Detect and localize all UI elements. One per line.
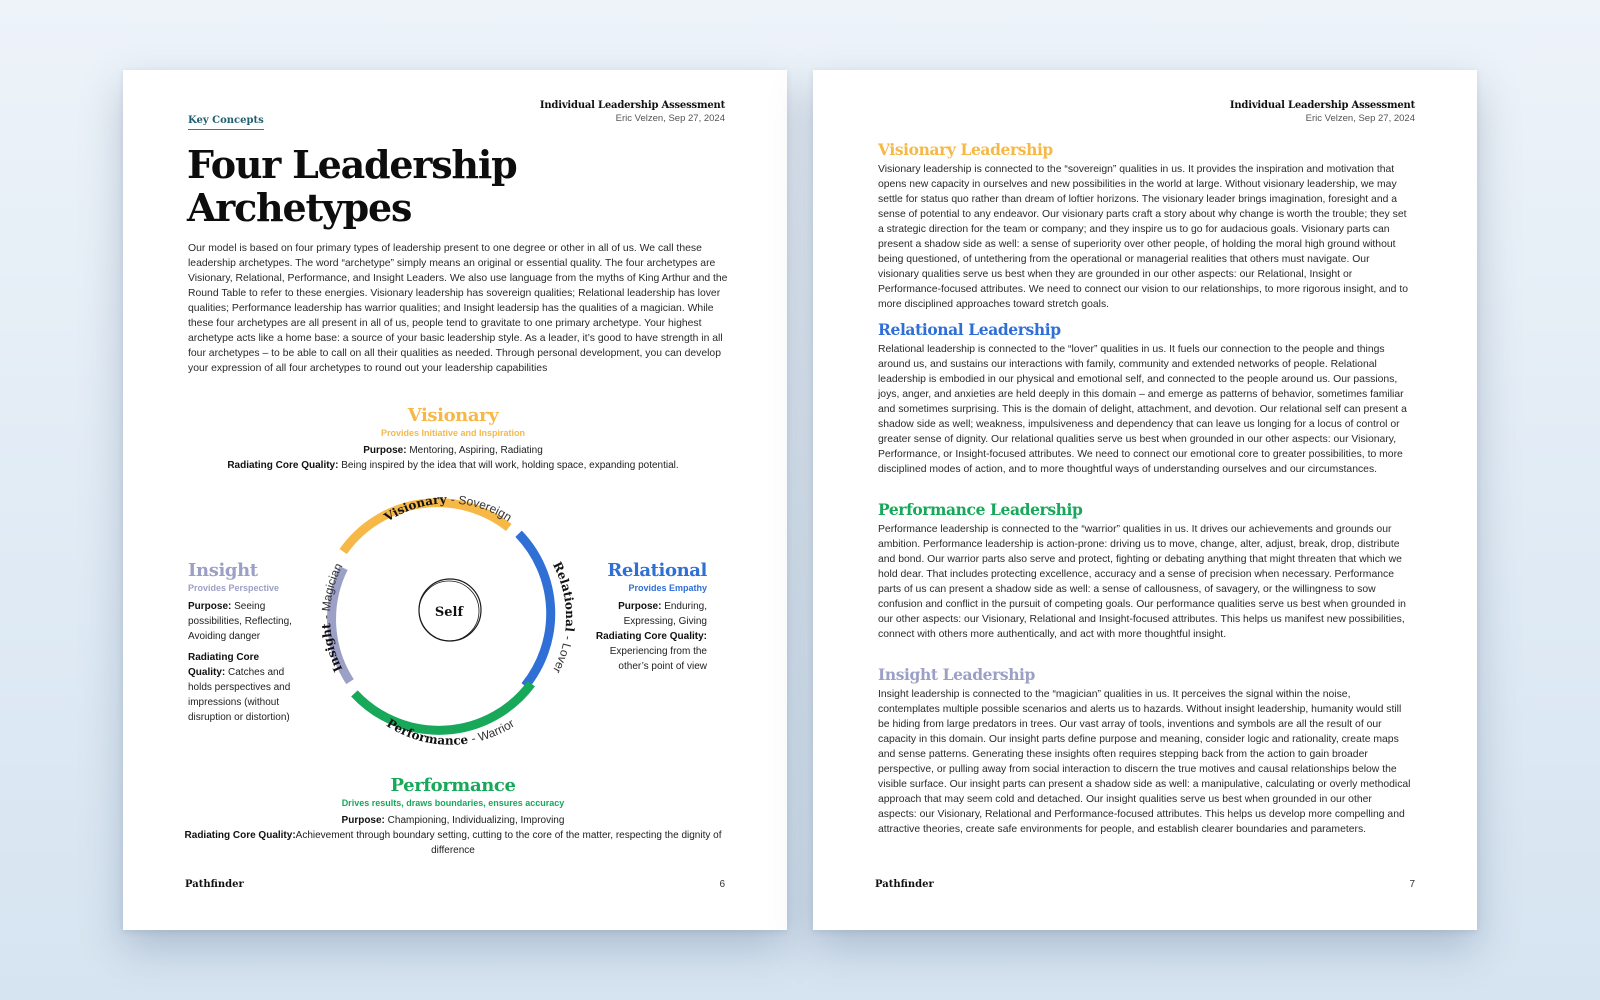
performance-block (183, 775, 723, 858)
relational-tagline: Provides Empathy (628, 583, 707, 593)
insight-quality (188, 650, 293, 725)
relational-block (593, 560, 707, 674)
page-number: 6 (719, 879, 725, 890)
purpose-label: Purpose: (341, 815, 385, 826)
visionary-purpose (183, 443, 723, 458)
insight-block (188, 560, 293, 725)
section-title: Visionary Leadership (878, 140, 1053, 159)
bottom-arc-name: Performance (384, 716, 469, 748)
relational-quality (593, 629, 707, 674)
purpose-value: Seeing possibilities, Reflecting, Avoiding danger (188, 601, 292, 642)
page-header (1230, 100, 1415, 124)
performance-purpose (183, 813, 723, 828)
page-title-line2: Archetypes (187, 185, 412, 230)
footer-brand: Pathfinder (875, 879, 934, 890)
left-arc-role: - Magician (318, 560, 346, 620)
performance-tagline: Drives results, draws boundaries, ensures accuracy (341, 798, 565, 808)
relational-name: Relational (607, 560, 707, 581)
purpose-label: Purpose: (363, 445, 407, 456)
section-title: Performance Leadership (878, 500, 1083, 519)
section-title: Relational Leadership (878, 320, 1061, 339)
left-arc-name: Insight (319, 622, 346, 675)
insight-name: Insight (188, 560, 258, 581)
section-visionary (878, 140, 1413, 312)
purpose-label: Purpose: (188, 601, 232, 612)
section-body: Visionary leadership is connected to the “sovereign” qualities in us. It provides the inspiration and motivation that opens new capacity in ourselves and new possibilities in the world at large. Without visionary leadership, we may settle for status quo rather than dream of loftier horizons. The visionary leader brings imagination, foresight and a sense of potential to any endeavor. Our visionary parts craft a story about why change is worth the trouble; they set a strategic direction for the team or company; and they inspire us to go for audacious goals. Visionary parts can present a shadow side as well: a sense of superiority over other people, of holding the moral high ground without being questioned, of untethering from the operational or managerial realities that others must navigate. Our visionary qualities serve us best when they are grounded in our other aspects: our Relational, Insight or Performance-focused attributes. We need to connect our vision to our relationships, to more rigorous insight, and to more disciplined approaches toward stretch goals. (878, 164, 1409, 310)
section-body: Relational leadership is connected to the “lover” qualities in us. It fuels our connection to the people and things around us, and sustains our interactions with family, community and extended networks of people. Relational leadership is embodied in our physical and emotional self, and connected to the people around us. Our passions, joys, anger, and anxieties are held deeply in this domain – and emerge as patterns of behavior, sometimes familiar and sometimes surprising. This is the domain of delight, attachment, and devotion. Our relational self can present a shadow side as well; weakness, impulsiveness and dependency that can leave us longing for a locus of control or greater sense of dignity. Our relational qualities serve us best when grounded in our other aspects: our Visionary, Performance, or Insight-focused attributes. We need to connect our emotional core to greater possibilities, to more disciplined modes of action, and to more thoughtful ways of understanding ourselves and our circumstances. (878, 344, 1407, 475)
insight-tagline: Provides Perspective (188, 583, 280, 593)
section-body: Performance leadership is connected to the “warrior” qualities in us. It drives our achievements and grounds our ambition. Performance leadership is action-prone: driving us to move, change, alter, adjust, break, drop, distribute and bond. Our warrior parts also serve and protect, fighting or debating anything that might threaten that which we hold dear. That includes protecting excellence, accuracy and a sense of precision when necessary. Performance parts of us can present a shadow side as well: a sense of callousness, of savagery, or the willingness to sow confusion and conflict in the pursuit of competing goals. Our performance qualities serve us best when grounded in our other aspects: our Visionary, Relational and Insight-focused attributes. This helps us manifest new possibilities, connect with others more authentically, and act with more thoughtful insight. (878, 524, 1406, 640)
page-header (540, 100, 725, 124)
self-label: Self (434, 605, 464, 620)
section-insight (878, 665, 1413, 837)
section-performance (878, 500, 1413, 642)
key-concepts-label: Key Concepts (188, 115, 264, 130)
page-right (813, 70, 1477, 930)
footer-brand: Pathfinder (185, 879, 244, 890)
section-title: Insight Leadership (878, 665, 1035, 684)
report-title: Individual Leadership Assessment (539, 100, 725, 111)
page-left (123, 70, 787, 930)
quality-label: Radiating Core Quality: (595, 631, 707, 642)
report-subtitle: Eric Velzen, Sep 27, 2024 (615, 113, 725, 124)
purpose-value: Championing, Individualizing, Improving (387, 815, 565, 826)
performance-name: Performance (390, 775, 516, 796)
top-arc-role: - Sovereign (450, 492, 515, 525)
report-title: Individual Leadership Assessment (1229, 100, 1415, 111)
report-subtitle: Eric Velzen, Sep 27, 2024 (1305, 113, 1415, 124)
quality-value: Achievement through boundary setting, cutting to the core of the matter, respecting the dignity of difference (295, 830, 722, 856)
quality-value: Being inspired by the idea that will work, holding space, expanding potential. (341, 460, 679, 471)
visionary-tagline: Provides Initiative and Inspiration (380, 428, 526, 438)
quality-value: Experiencing from the other’s point of view (609, 646, 707, 672)
relational-arc (519, 534, 551, 686)
section-relational (878, 320, 1413, 477)
performance-quality (183, 828, 723, 858)
page-title-line1: Four Leadership (187, 142, 517, 187)
right-arc-name: Relational (550, 559, 578, 633)
archetype-wheel (303, 470, 593, 760)
top-arc-name: Visionary (381, 492, 447, 525)
quality-label: Radiating Core Quality: (227, 460, 339, 471)
bottom-arc-role: - Warrior (470, 716, 517, 746)
section-body: Insight leadership is connected to the “magician” qualities in us. It perceives the signal within the noise, contemplates multiple possible scenarios and alerts us to hazards. Without insight leadership, humanity would still be hiding from large predators in trees. Our vast array of tools, inventions and symbols are all the result of our capacity in this domain. Our insight parts define purpose and meaning, consider logic and rationality, create maps and sense patterns. Generating these insights often requires stepping back from the action to gain broader perspective, or pulling away from social interaction to discern the true motives and causal relationships below the visible surface. Our insight parts can present a shadow side as well: a manipulative, calculating or overly methodical approach that may seem cold and detached. Our insight qualities serve us best when grounded in our other aspects: our Visionary, Relational and Performance-focused attributes. This helps us develop more compelling and attractive theories, create safe environments for people, and establish clearer boundaries and parameters. (878, 689, 1411, 835)
purpose-value: Enduring, Expressing, Giving (623, 601, 707, 627)
quality-value: Catches and holds perspectives and impressions (without disruption or distortion) (188, 667, 291, 723)
insight-purpose (188, 599, 293, 644)
purpose-label: Purpose: (618, 601, 662, 612)
purpose-value: Mentoring, Aspiring, Radiating (409, 445, 543, 456)
quality-label: Radiating Core Quality: (184, 830, 296, 841)
right-arc-role: - Lover (550, 634, 576, 676)
quality-label: Radiating Core Quality: (188, 652, 260, 678)
visionary-block (183, 405, 723, 473)
page-number: 7 (1409, 879, 1415, 890)
visionary-name: Visionary (407, 405, 499, 426)
relational-purpose (593, 599, 707, 629)
page-title (187, 143, 587, 229)
intro-paragraph: Our model is based on four primary types of leadership present to one degree or other in all of us. We call these leadership archetypes. The word “archetype” simply means an original or essential quality. The four archetypes are Visionary, Relational, Performance, and Insight Leaders. We also use language from the myths of King Arthur and the Round Table to refer to these energies. Visionary leadership has sovereign qualities; Relational leadership has lover qualities; Performance leadership has warrior qualities; and Insight leadersip has the qualities of a magician. While these four archetypes are all present in all of us, people tend to gravitate to one primary archetype. Your highest archetype acts like a home base: a source of your basic leadership style. As a leader, it’s good to have strength in all four archetypes – to be able to call on all their qualities as needed. Through personal development, you can develop your expression of all four archetypes to round out your leadership capabilities (188, 243, 728, 374)
